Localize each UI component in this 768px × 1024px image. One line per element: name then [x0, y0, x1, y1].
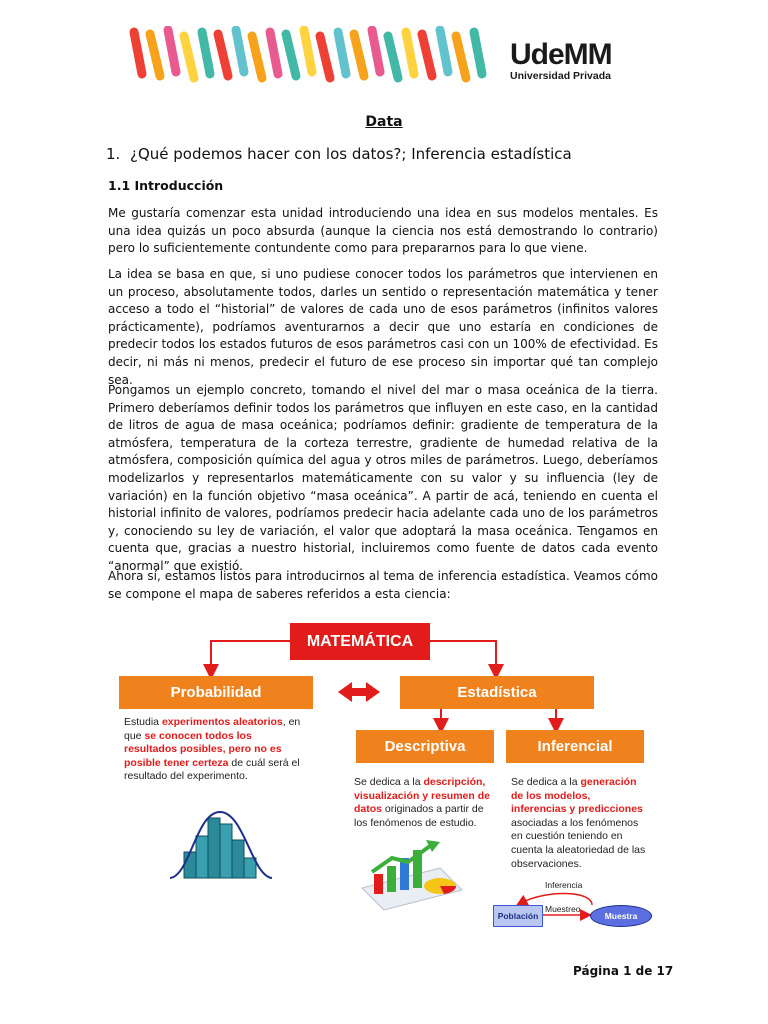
document-title: Data	[365, 114, 403, 130]
paragraph-1: Me gustaría comenzar esta unidad introduciendo una idea en sus modelos mentales. Es una idea quizás un poco absurda (aunque la ciencia nos está demostrando lo contrario) pero lo suficientemente contundente como para prepararnos para lo que viene.	[108, 206, 658, 256]
highlight-text: generación de los modelos, inferencias y predicciones	[511, 776, 643, 816]
section-heading-text: ¿Qué podemos hacer con los datos?; Inferencia estadística	[130, 145, 572, 163]
highlight-text: descripción, visualización y resumen de datos	[354, 776, 490, 816]
connector-probabilidad	[211, 641, 290, 672]
page-number: Página 1 de 17	[573, 964, 674, 978]
paragraph-4: Ahora sí, estamos listos para introducirnos al tema de inferencia estadística. Veamos cómo se compone el mapa de saberes referidos a esta ciencia:	[108, 569, 658, 601]
subsection-heading: 1.1 Introducción	[108, 178, 224, 193]
inferencial-description	[511, 776, 647, 871]
histogram-bell-icon	[170, 812, 272, 878]
section-number: 1.	[106, 145, 121, 163]
paragraph-2: La idea se basa en que, si uno pudiese conocer todos los parámetros que intervienen en un proceso, absolutamente todos, darles un sentido o representación matemática y tener acceso a todo el “historial” de valores de cada uno de esos parámetros (infinitos valores prácticamente), podríamos aventurarnos a decir que uno estaría en condiciones de predecir todos los estados futuros de esos parámetros casi con un 100% de efectividad. Es decir, ni más ni menos, predecir el futuro de ese proceso sin importar qué tan complejo sea.	[108, 267, 658, 387]
inferencial-box: Inferencial	[506, 730, 644, 763]
muestra-ellipse: Muestra	[590, 905, 652, 927]
bidirectional-arrow-icon	[338, 682, 380, 702]
estadistica-box: Estadística	[400, 676, 594, 709]
header-stripes	[128, 26, 490, 84]
poblacion-box: Población	[493, 905, 543, 927]
inferencia-label: Inferencia	[545, 880, 583, 890]
text-segment: Estudia	[124, 716, 162, 728]
text-segment: , en que	[124, 716, 301, 742]
highlight-text: experimentos aleatorios	[161, 716, 283, 728]
paragraph-3: Pongamos un ejemplo concreto, tomando el nivel del mar o masa oceánica de la tierra. Primero deberíamos definir todos los parámetros que influyen en este caso, en la cantidad de litros de agua de masa oceánica; podríamos definir: gradiente de temperatura de la atmósfera, temperatura de la corteza terrestre, gradiente de humedad relativa de la atmósfera, composición química del agua y otros miles de parámetros. Luego, deberíamos modelizarlos y representarlos matemáticamente con su valor y su influencia (ley de variación) en la función objetivo “masa oceánica”. A partir de acá, teniendo en cuenta el historial infinito de valores, podríamos predecir hacia adelante cada uno de los parámetros y, conociendo su ley de variación, el valor que adoptará la masa oceánica. Tengamos en cuenta que, gracias a nuestro historial, incluiremos como fuente de datos cada evento “anormal” que existió.	[108, 383, 658, 573]
udemm-logo	[510, 40, 620, 82]
text-segment: asociadas a los fenómenos en cuestión teniendo en cuenta la aleatoriedad de las observaciones.	[511, 816, 646, 870]
text-segment: de cuál será el resultado del experimento.	[124, 756, 300, 783]
muestreo-label: Muestreo	[545, 904, 581, 914]
text-segment: originados a partir de los fenómenos de estudio.	[354, 803, 484, 829]
probabilidad-box: Probabilidad	[119, 676, 313, 709]
text-segment: Se dedica a la	[511, 776, 581, 788]
descriptiva-description	[354, 776, 494, 830]
logo-subtitle: Universidad Privada	[510, 70, 611, 82]
chart-illustration-icon	[362, 840, 462, 910]
probabilidad-description	[124, 716, 304, 784]
highlight-text: se conocen todos los resultados posibles, pero no es posible tener certeza	[124, 729, 282, 769]
logo-name: UdeMM	[510, 38, 612, 71]
connector-estadistica	[430, 641, 496, 672]
text-segment: Se dedica a la	[354, 776, 424, 788]
descriptiva-box: Descriptiva	[356, 730, 494, 763]
section-heading	[106, 145, 572, 163]
matematica-box: MATEMÁTICA	[290, 623, 430, 660]
